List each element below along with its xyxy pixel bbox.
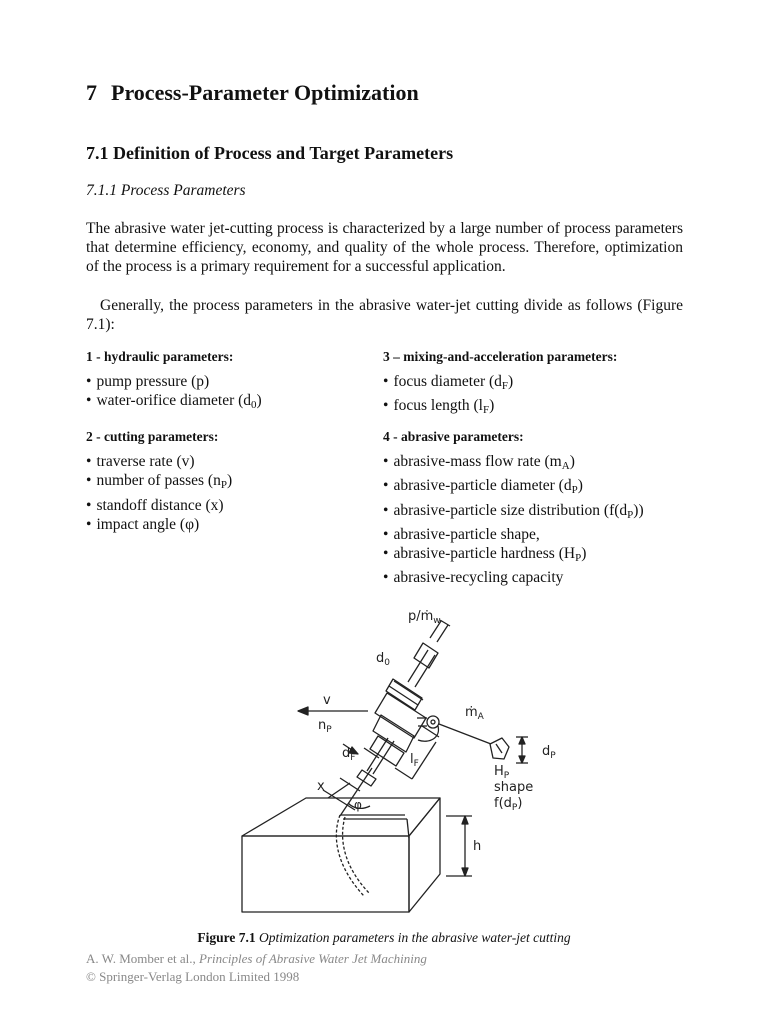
label-standoff-distance: x bbox=[317, 779, 325, 794]
label-shape: shape bbox=[494, 780, 534, 795]
list-item: • water-orifice diameter $(d_0)$ bbox=[86, 391, 262, 415]
chapter-heading bbox=[86, 80, 419, 106]
group-list bbox=[383, 372, 617, 421]
label-orifice-diameter: $d_0$ bbox=[376, 651, 390, 668]
paragraph-intro: The abrasive water jet-cutting process is characterized by a large number of process parameters that determine efficiency, economy, and quality of the whole process. Therefore, optimization of the process is a primary requirement for a successful application. bbox=[86, 220, 683, 275]
list-item: • standoff distance (x) bbox=[86, 496, 232, 515]
group-list bbox=[86, 452, 232, 534]
group-list bbox=[86, 372, 262, 416]
group-heading: 3 – mixing-and-acceleration parameters: bbox=[383, 349, 618, 364]
group-heading: 2 - cutting parameters: bbox=[86, 429, 219, 444]
figure-abrasive-waterjet bbox=[236, 598, 576, 924]
chapter-title: Process-Parameter Optimization bbox=[111, 80, 419, 105]
label-focus-diameter: $d_F$ bbox=[342, 746, 356, 763]
section-heading: 7.1 Definition of Process and Target Parameters bbox=[86, 143, 454, 163]
label-height: h bbox=[473, 839, 482, 854]
label-impact-angle: φ bbox=[354, 798, 362, 812]
list-item: • abrasive-particle hardness $(H_P)$ bbox=[383, 544, 644, 568]
list-item: • abrasive-mass flow rate $(m_A)$ bbox=[383, 452, 644, 476]
label-number-of-passes: $n_P$ bbox=[318, 718, 332, 735]
group-heading: 4 - abrasive parameters: bbox=[383, 429, 524, 444]
group-abrasive bbox=[383, 429, 644, 588]
list-item: • focus length $(l_F)$ bbox=[383, 396, 617, 420]
group-list bbox=[383, 452, 644, 588]
list-item: • traverse rate (v) bbox=[86, 452, 232, 471]
figure-caption bbox=[0, 930, 768, 946]
group-mixing bbox=[383, 349, 617, 421]
label-focus-length: $l_F$ bbox=[410, 752, 419, 769]
chapter-number: 7 bbox=[86, 80, 97, 105]
nozzle-body bbox=[370, 620, 450, 766]
list-item: • abrasive-particle shape, bbox=[383, 525, 644, 544]
figure-caption-text: Optimization parameters in the abrasive water-jet cutting bbox=[258, 930, 571, 945]
jet-path bbox=[336, 815, 364, 896]
label-pressure-flow: p/ṁ$_w$ bbox=[408, 609, 441, 626]
focus-tube bbox=[357, 738, 394, 786]
group-heading: 1 - hydraulic parameters: bbox=[86, 349, 234, 364]
group-cutting bbox=[86, 429, 232, 534]
label-particle-hardness: $H_P$ bbox=[494, 764, 510, 781]
footer-book-title: Principles of Abrasive Water Jet Machining bbox=[199, 951, 427, 966]
footer-authors: A. W. Momber et al., bbox=[86, 951, 196, 966]
list-item: • focus diameter $(d_F)$ bbox=[383, 372, 617, 396]
traverse-arrow bbox=[298, 707, 368, 715]
list-item: • pump pressure (p) bbox=[86, 372, 262, 391]
label-abrasive-mass-flow: ṁ$_A$ bbox=[465, 705, 484, 722]
list-item: • abrasive-particle size distribution $(f(d_P))$ bbox=[383, 501, 644, 525]
list-item: • abrasive-recycling capacity bbox=[383, 568, 644, 587]
group-hydraulic bbox=[86, 349, 262, 416]
footer-citation bbox=[86, 951, 427, 967]
label-size-distribution: $f(d_P)$ bbox=[494, 796, 523, 813]
height-dimension bbox=[446, 816, 472, 876]
label-particle-diameter: $d_P$ bbox=[542, 744, 556, 761]
list-item: • abrasive-particle diameter $(d_P)$ bbox=[383, 476, 644, 500]
subsection-heading: 7.1.1 Process Parameters bbox=[86, 182, 246, 199]
figure-caption-label: Figure 7.1 bbox=[197, 930, 256, 945]
label-traverse-rate: v bbox=[323, 693, 331, 708]
abrasive-particle bbox=[490, 737, 528, 763]
list-item: • number of passes $(n_P)$ bbox=[86, 471, 232, 495]
list-item: • impact angle (φ) bbox=[86, 515, 232, 534]
paragraph-division: Generally, the process parameters in the abrasive water-jet cutting divide as follows (Figure 7.1): bbox=[86, 297, 683, 333]
footer-copyright: © Springer-Verlag London Limited 1998 bbox=[86, 969, 300, 984]
